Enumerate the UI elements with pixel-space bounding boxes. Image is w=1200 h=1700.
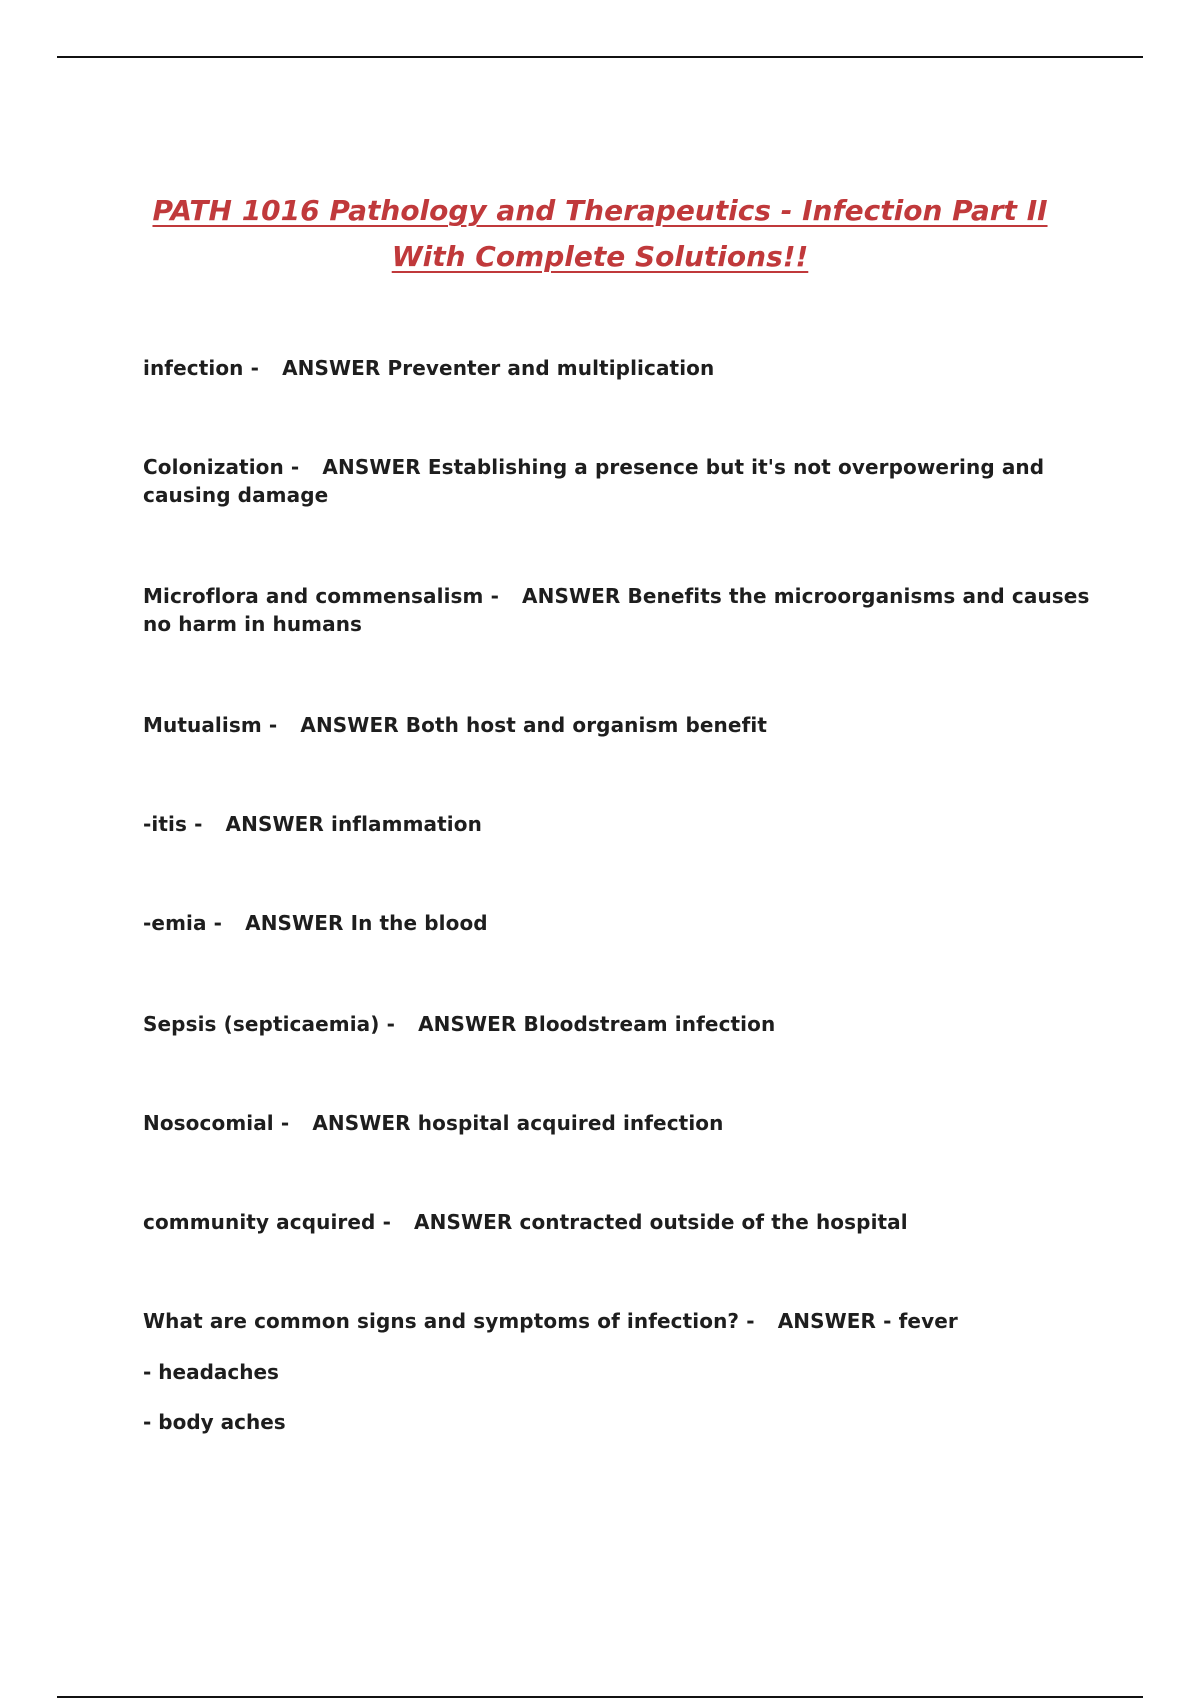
- qa-answer: hospital acquired infection: [417, 1111, 724, 1135]
- qa-separator: -: [490, 584, 499, 608]
- qa-answer: - fever: [883, 1309, 958, 1333]
- qa-separator: -: [213, 911, 223, 935]
- qa-separator: -: [268, 713, 278, 737]
- qa-separator: -: [250, 356, 259, 380]
- qa-item: [143, 1208, 1093, 1236]
- answer-keyword: ANSWER: [225, 812, 324, 836]
- qa-answer: In the blood: [350, 911, 488, 935]
- qa-item: [143, 354, 1093, 382]
- qa-answer: Benefits the microorganisms and causes no harm in humans: [143, 584, 1090, 636]
- qa-answer: Both host and organism benefit: [405, 713, 767, 737]
- answer-keyword: ANSWER: [312, 1111, 411, 1135]
- qa-answer: Establishing a presence but it's not overpowering and causing damage: [143, 455, 1045, 507]
- qa-answer: inflammation: [330, 812, 482, 836]
- qa-term: Colonization: [143, 455, 284, 479]
- top-rule: [57, 56, 1143, 58]
- answer-keyword: ANSWER: [282, 356, 381, 380]
- qa-item: [143, 582, 1093, 638]
- qa-term: Mutualism: [143, 713, 262, 737]
- qa-term: Microflora and commensalism: [143, 584, 484, 608]
- answer-list-item: - body aches: [143, 1410, 286, 1434]
- qa-term: What are common signs and symptoms of infection?: [143, 1309, 740, 1333]
- qa-answer: contracted outside of the hospital: [519, 1210, 908, 1234]
- qa-separator: -: [194, 812, 203, 836]
- title-line-1: PATH 1016 Pathology and Therapeutics - Infection Part II: [152, 194, 1048, 227]
- qa-separator: -: [386, 1012, 395, 1036]
- qa-term: -itis: [143, 812, 187, 836]
- qa-term: community acquired: [143, 1210, 376, 1234]
- answer-keyword: ANSWER: [245, 911, 344, 935]
- qa-item: [143, 1010, 1093, 1038]
- answer-keyword: ANSWER: [300, 713, 399, 737]
- qa-term: -emia: [143, 911, 207, 935]
- qa-separator: -: [290, 455, 300, 479]
- answer-keyword: ANSWER: [414, 1210, 513, 1234]
- qa-separator: -: [382, 1210, 391, 1234]
- qa-term: infection: [143, 356, 244, 380]
- qa-answer: Bloodstream infection: [523, 1012, 776, 1036]
- qa-item: [143, 453, 1093, 509]
- qa-separator: -: [746, 1309, 755, 1333]
- bottom-rule: [57, 1696, 1143, 1698]
- qa-item: [143, 711, 1093, 739]
- answer-keyword: ANSWER: [777, 1309, 877, 1333]
- qa-item: [143, 909, 1093, 937]
- qa-item: [143, 1307, 1093, 1335]
- qa-item: [143, 1109, 1093, 1137]
- answer-keyword: ANSWER: [418, 1012, 517, 1036]
- document-title: [100, 188, 1100, 280]
- answer-list-item: - headaches: [143, 1360, 279, 1384]
- title-line-2: With Complete Solutions!!: [391, 240, 809, 273]
- qa-term: Sepsis (septicaemia): [143, 1012, 380, 1036]
- qa-item: [143, 810, 1093, 838]
- qa-term: Nosocomial: [143, 1111, 274, 1135]
- answer-keyword: ANSWER: [322, 455, 421, 479]
- qa-separator: -: [280, 1111, 290, 1135]
- answer-keyword: ANSWER: [522, 584, 621, 608]
- qa-answer: Preventer and multiplication: [387, 356, 715, 380]
